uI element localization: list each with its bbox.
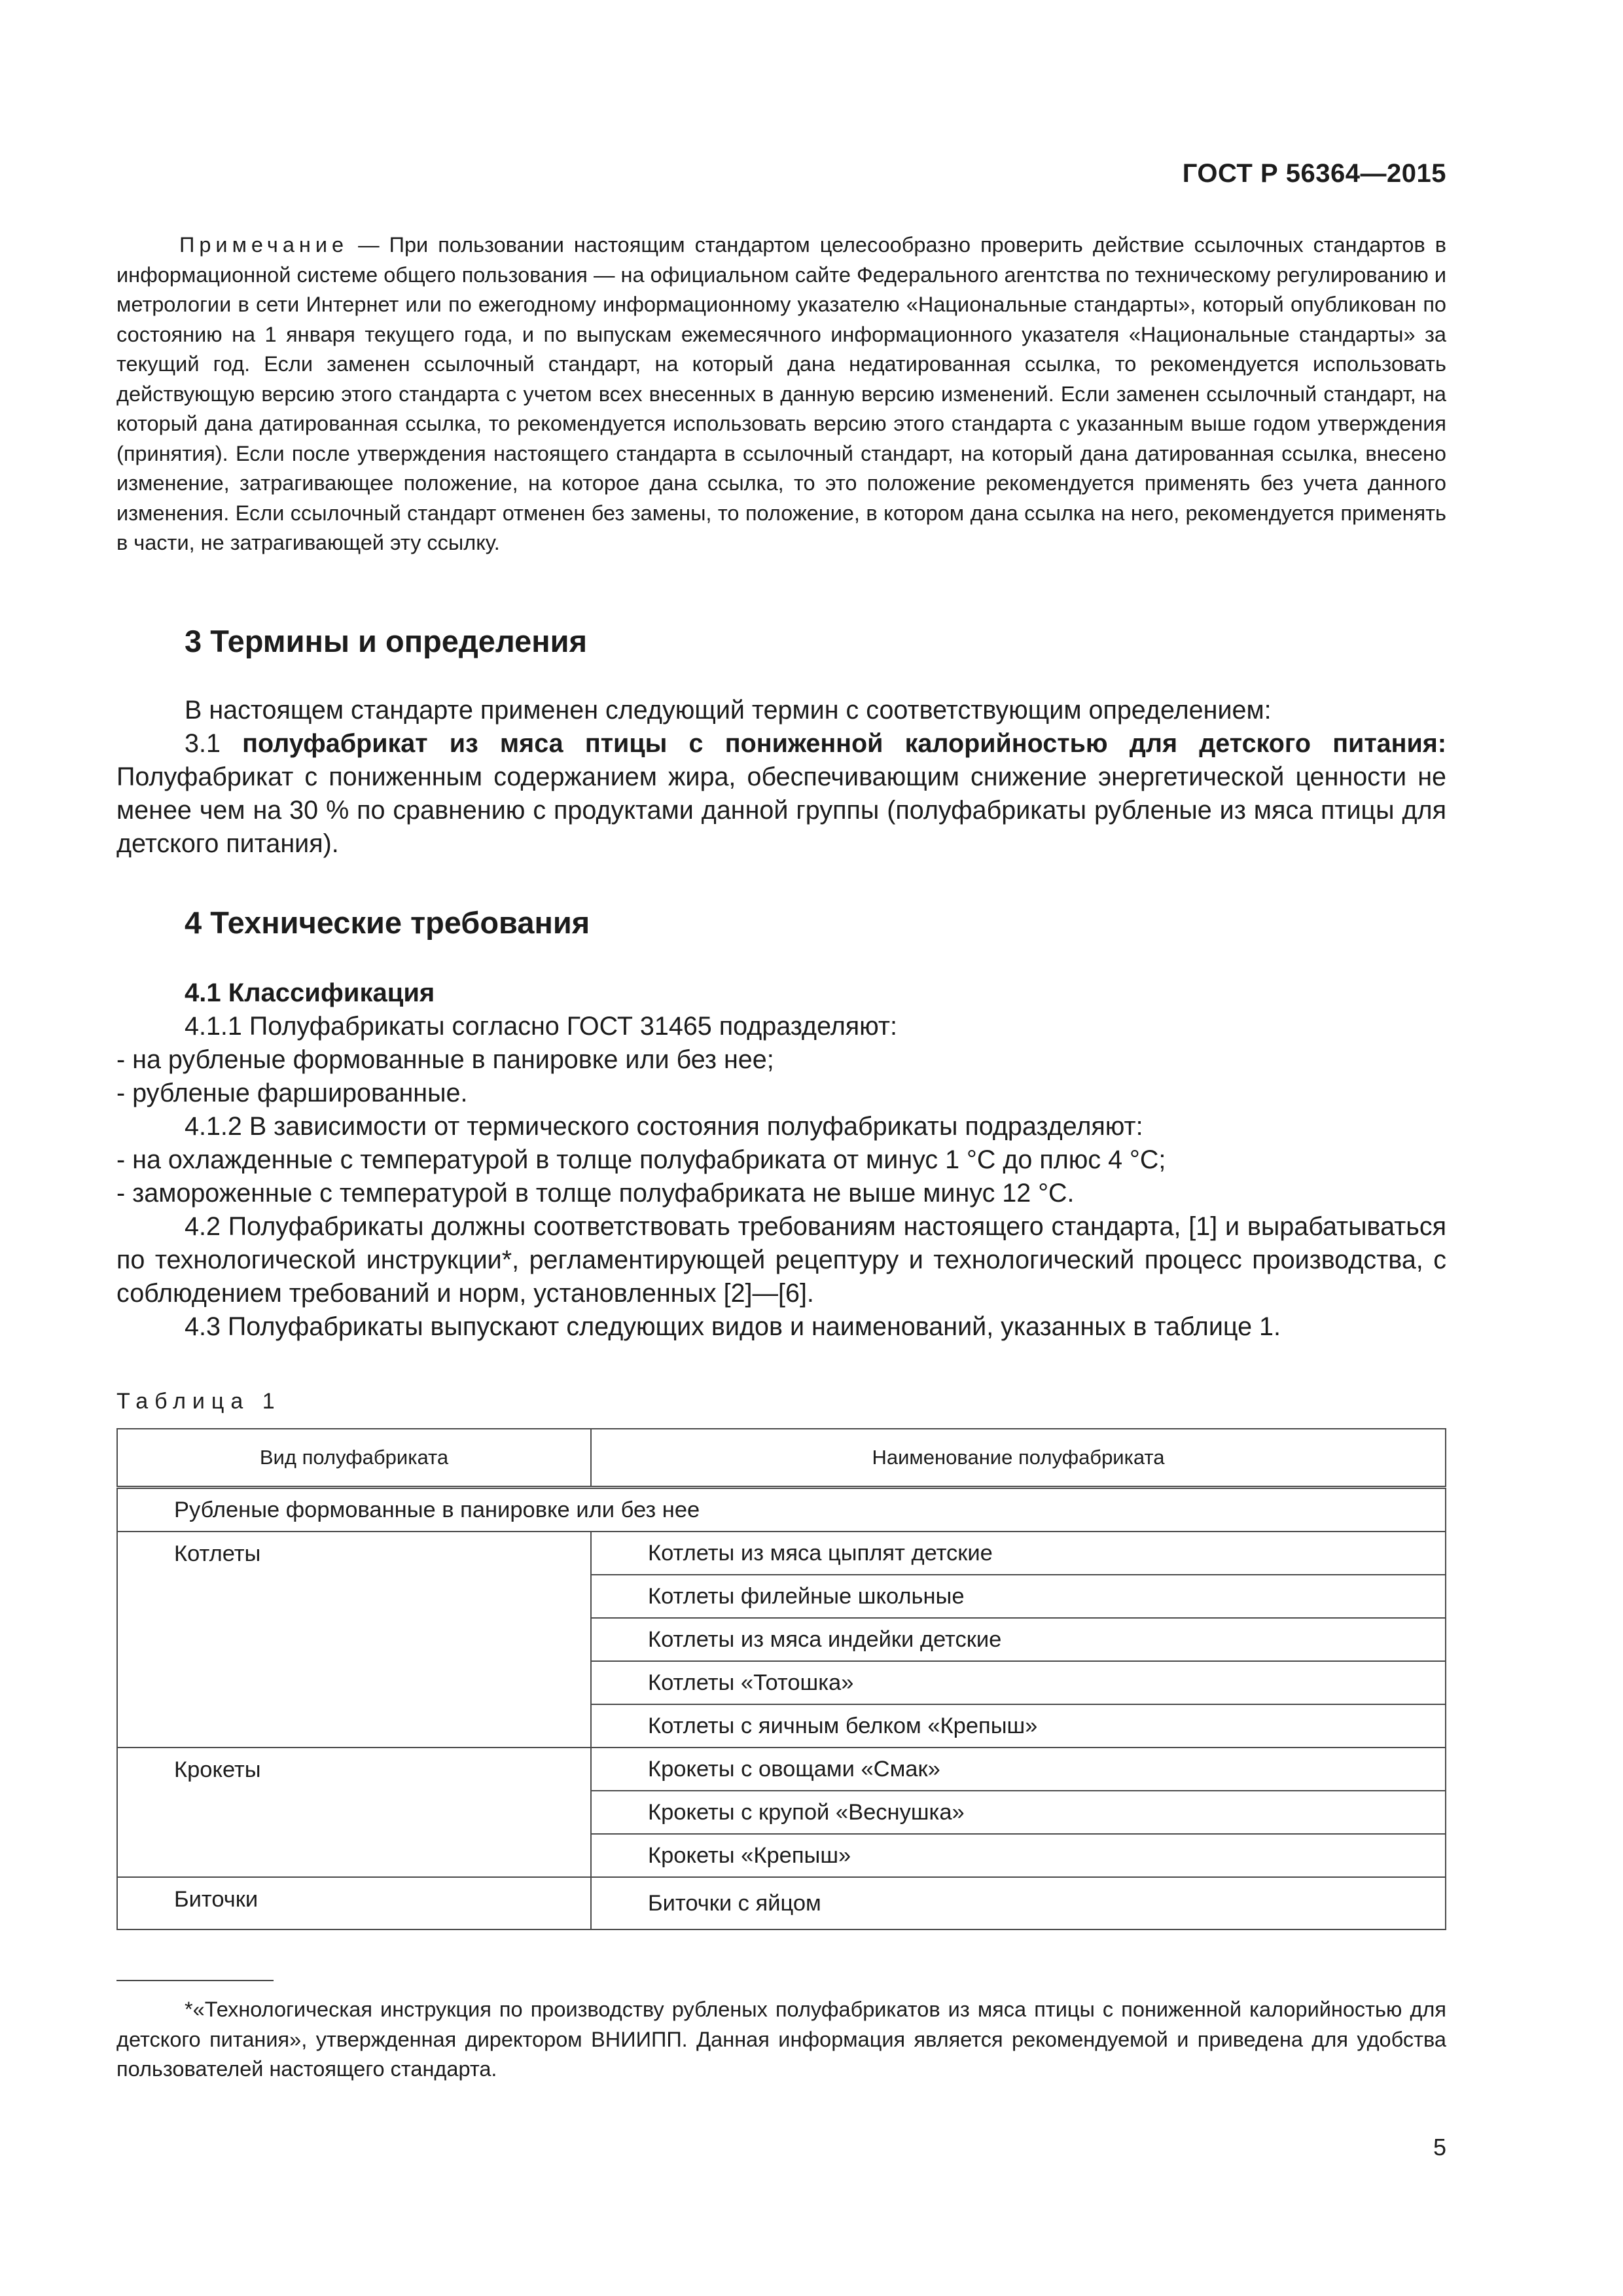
document-header: ГОСТ Р 56364—2015 (1182, 159, 1446, 188)
name-cell: Котлеты из мяса индейки детские (591, 1618, 1446, 1661)
name-cell: Котлеты с яичным белком «Крепыш» (591, 1704, 1446, 1748)
table-row (117, 1532, 1446, 1575)
note-label: Примечание (179, 233, 349, 257)
product-table (116, 1428, 1446, 1930)
term-text: Полуфабрикат с пониженным содержанием жира, обеспечивающим снижение энергетической ценности не менее чем на 30 % по сравнению с продуктами данной группы (полуфабрикаты рубленые из мяса птицы для детского питания). (116, 762, 1446, 858)
list-item: - замороженные с температурой в толще полуфабриката не выше минус 12 °С. (116, 1179, 1075, 1208)
list-item: - на охлажденные с температурой в толще полуфабриката от минус 1 °С до плюс 4 °С; (116, 1145, 1166, 1174)
name-cell: Котлеты из мяса цыплят детские (591, 1532, 1446, 1575)
name-cell: Крокеты с овощами «Смак» (591, 1748, 1446, 1791)
term-definition (116, 727, 1446, 861)
footnote-text: *«Технологическая инструкция по производству рубленых полуфабрикатов из мяса птицы с пониженной калорийностью для детского питания», утвержденная директором ВНИИПП. Данная информация является рекомендуемой и приведена для удобства пользователей настоящего стандарта. (116, 1998, 1446, 2081)
table-row (117, 1748, 1446, 1791)
clause-4-1-2: 4.1.2 В зависимости от термического состояния полуфабрикаты подразделяют: (185, 1112, 1143, 1141)
page-number: 5 (1433, 2134, 1446, 2161)
term-name: полуфабрикат из мяса птицы с пониженной калорийностью для детского питания: (242, 729, 1446, 758)
list-item: - на рубленые формованные в панировке или без нее; (116, 1045, 774, 1074)
table-caption: Таблица 1 (116, 1389, 281, 1414)
name-cell: Биточки с яйцом (591, 1877, 1446, 1929)
kind-cell: Крокеты (117, 1748, 591, 1877)
list-item: - рубленые фаршированные. (116, 1079, 468, 1107)
clause-4-3: 4.3 Полуфабрикаты выпускают следующих видов и наименований, указанных в таблице 1. (185, 1312, 1281, 1341)
term-number: 3.1 (185, 729, 243, 758)
kind-cell: Биточки (117, 1877, 591, 1929)
section-4-body (116, 977, 1446, 1344)
table-category-row: Рубленые формованные в панировке или без нее (117, 1488, 1446, 1532)
table-row (117, 1877, 1446, 1929)
section-3-title: 3 Термины и определения (185, 624, 587, 658)
footnote (116, 1995, 1446, 2085)
section-3-body (116, 694, 1446, 861)
footnote-separator (116, 1980, 274, 1981)
name-cell: Крокеты с крупой «Веснушка» (591, 1791, 1446, 1834)
subsection-4-1-title: 4.1 Классификация (185, 978, 435, 1007)
section-4-title: 4 Технические требования (185, 905, 590, 940)
name-cell: Котлеты «Тотошка» (591, 1661, 1446, 1704)
kind-cell: Котлеты (117, 1532, 591, 1748)
section-3-intro: В настоящем стандарте применен следующий термин с соответствующим определением: (185, 696, 1272, 725)
clause-4-2: 4.2 Полуфабрикаты должны соответствовать требованиям настоящего стандарта, [1] и вырабатываться по технологической инструкции*, регламентирующей рецептуру и технологический процесс производства, с соблюдением требований и норм, установленных [2]—[6]. (116, 1212, 1446, 1308)
table-header-kind: Вид полуфабриката (117, 1429, 591, 1488)
note-text: — При пользовании настоящим стандартом целесообразно проверить действие ссылочных стандартов в информационной системе общего пользования — на официальном сайте Федерального агентства по техническому регулированию и метрологии в сети Интернет или по ежегодному информационному указателю «Национальные стандарты», который опубликован по состоянию на 1 января текущего года, и по выпускам ежемесячного информационного указателя «Национальные стандарты» за текущий год. Если заменен ссылочный стандарт, на который дана недатированная ссылка, то рекомендуется использовать действующую версию этого стандарта с учетом всех внесенных в данную версию изменений. Если заменен ссылочный стандарт, на который дана датированная ссылка, то рекомендуется использовать версию этого стандарта с указанным выше годом утверждения (принятия). Если после утверждения настоящего стандарта в ссылочный стандарт, на который дана датированная ссылка, внесено изменение, затрагивающее положение, на которое дана ссылка, то это положение рекомендуется применять без учета данного изменения. Если ссылочный стандарт отменен без замены, то положение, в котором дана ссылка на него, рекомендуется применять в части, не затрагивающей эту ссылку. (116, 233, 1446, 554)
name-cell: Котлеты филейные школьные (591, 1575, 1446, 1618)
table-header-name: Наименование полуфабриката (591, 1429, 1446, 1488)
clause-4-1-1: 4.1.1 Полуфабрикаты согласно ГОСТ 31465 подразделяют: (185, 1012, 897, 1041)
name-cell: Крокеты «Крепыш» (591, 1834, 1446, 1877)
reference-note (116, 230, 1446, 558)
